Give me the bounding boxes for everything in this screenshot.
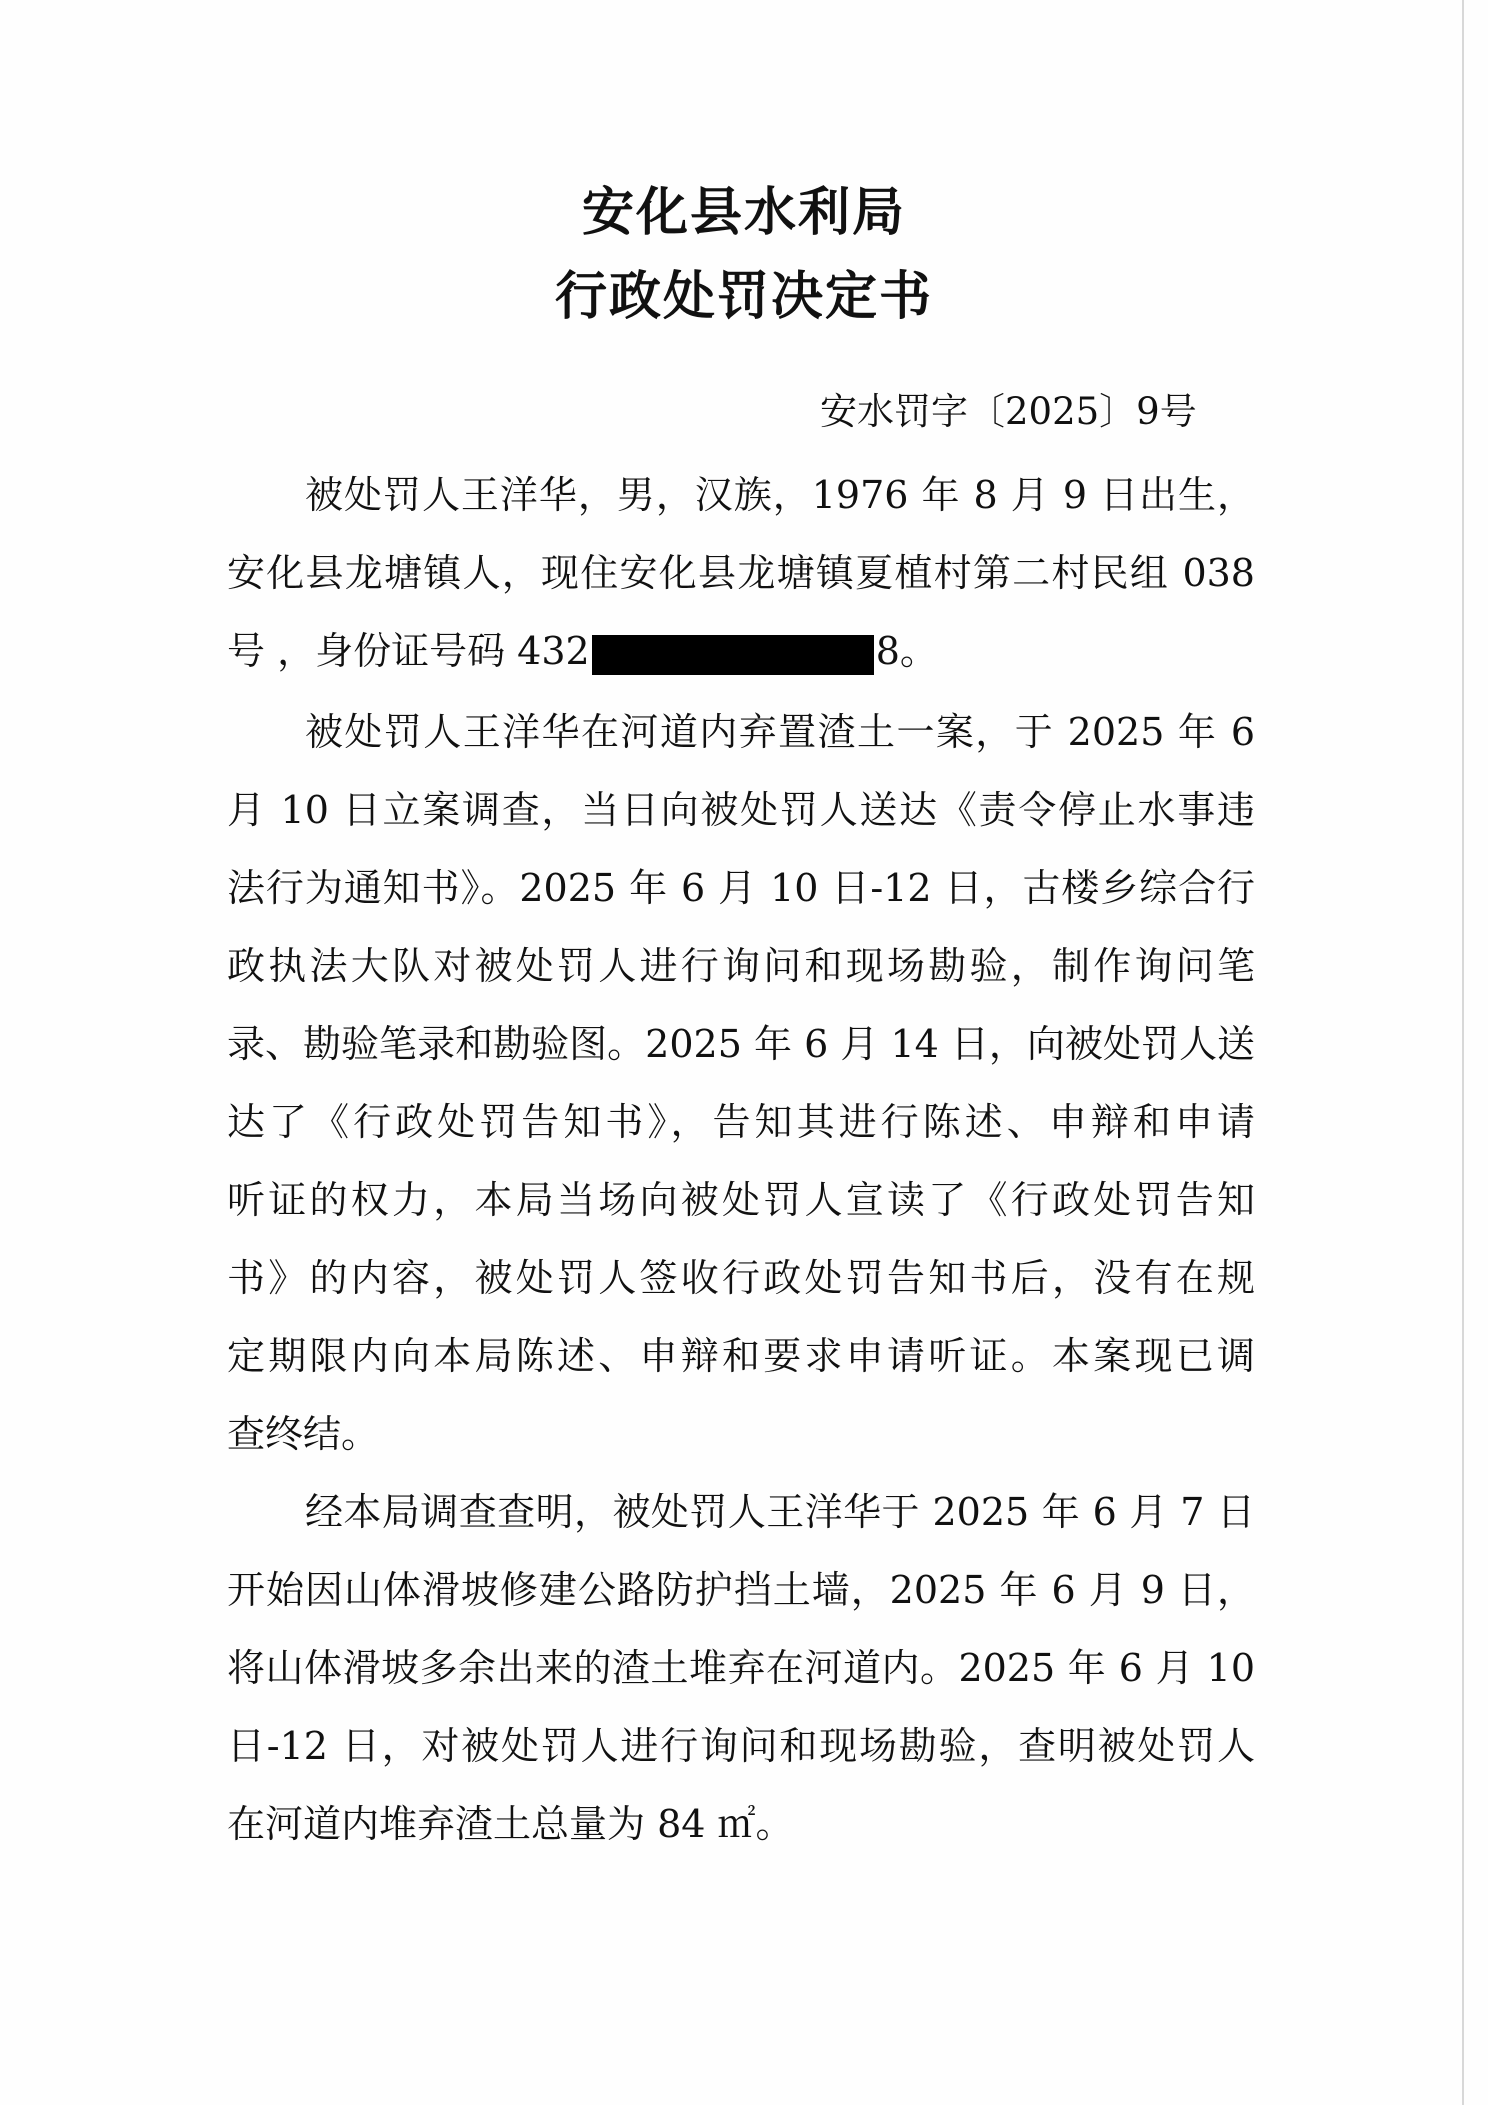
scan-edge-line <box>1462 0 1464 2105</box>
paragraph-line: 在河道内堆弃渣土总量为 84 ㎡。 <box>227 1802 794 1846</box>
paragraph-line: 被处罚人王洋华，男，汉族，1976 年 8 月 9 日出生， <box>305 473 1255 517</box>
document-number: 安水罚字〔2025〕9号 <box>820 390 1197 433</box>
paragraph-line: 日-12 日，对被处罚人进行询问和现场勘验，查明被处罚人 <box>227 1724 1255 1768</box>
paragraph-line: 听证的权力，本局当场向被处罚人宣读了《行政处罚告知 <box>227 1178 1255 1222</box>
paragraph-line: 书》的内容，被处罚人签收行政处罚告知书后，没有在规 <box>227 1256 1255 1300</box>
paragraph-line: 查终结。 <box>227 1412 380 1456</box>
id-number-prefix: 号 ，身份证号码 432 <box>227 629 590 673</box>
paragraph-line: 经本局调查查明，被处罚人王洋华于 2025 年 6 月 7 日 <box>305 1490 1255 1534</box>
paragraph-line: 录、勘验笔录和勘验图。2025 年 6 月 14 日，向被处罚人送 <box>227 1022 1255 1066</box>
paragraph-line <box>227 621 1255 681</box>
document-title-type: 行政处罚决定书 <box>554 266 933 327</box>
paragraph-line: 开始因山体滑坡修建公路防护挡土墙，2025 年 6 月 9 日， <box>227 1568 1255 1612</box>
paragraph-line: 定期限内向本局陈述、申辩和要求申请听证。本案现已调 <box>227 1334 1255 1378</box>
redaction-block <box>592 635 874 675</box>
paragraph-line: 安化县龙塘镇人，现住安化县龙塘镇夏植村第二村民组 038 <box>227 551 1255 595</box>
document-title-agency: 安化县水利局 <box>581 182 906 243</box>
paragraph-line: 达了《行政处罚告知书》，告知其进行陈述、申辩和申请 <box>227 1100 1255 1144</box>
id-number-suffix: 8。 <box>875 629 938 673</box>
paragraph-line: 政执法大队对被处罚人进行询问和现场勘验，制作询问笔 <box>227 944 1255 988</box>
paragraph-line: 月 10 日立案调查，当日向被处罚人送达《责令停止水事违 <box>227 788 1255 832</box>
paragraph-line: 法行为通知书》。2025 年 6 月 10 日-12 日，古楼乡综合行 <box>227 866 1255 910</box>
paragraph-line: 被处罚人王洋华在河道内弃置渣土一案，于 2025 年 6 <box>305 710 1255 754</box>
paragraph-line: 将山体滑坡多余出来的渣土堆弃在河道内。2025 年 6 月 10 <box>227 1646 1255 1690</box>
